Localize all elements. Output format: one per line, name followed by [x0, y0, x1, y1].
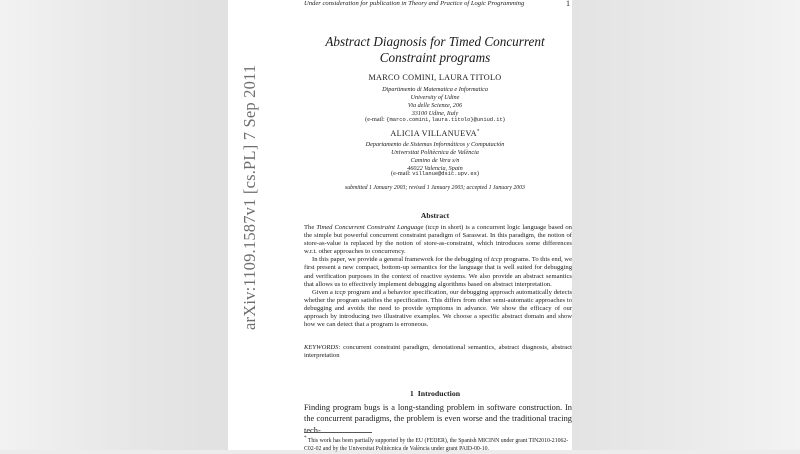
running-head: Under consideration for publication in Theory and Practice of Logic Programming	[304, 0, 525, 7]
affiliation-2-line: Camino de Vera s/n	[410, 157, 460, 164]
section-heading	[304, 389, 566, 398]
intro-paragraph: Finding program bugs is a long-standing problem in software construction. In the concurrent paradigms, the problem is even worse and the traditional tracing tech-	[304, 403, 572, 435]
affiliation-2-line: Universitat Politècnica de València	[391, 149, 479, 156]
affiliation-2-line: Departamento de Sistemas Informáticos y Computación	[365, 141, 505, 148]
section-number: 1	[409, 389, 414, 398]
email-2-suffix: )	[476, 170, 479, 177]
section-title: Introduction	[417, 389, 461, 398]
email-2	[304, 170, 566, 177]
affiliation-1-line: University of Udine	[410, 94, 460, 101]
authors-line-2	[304, 129, 566, 138]
keywords-label: KEYWORDS	[304, 344, 339, 351]
affiliation-1-line: 33100 Udine, Italy	[411, 110, 459, 117]
authors-line-1: MARCO COMINI, LAURA TITOLO	[368, 73, 502, 82]
abstract-paragraph-1: The Timed Concurrent Constraint Language (tccp in short) is a concurrent logic language based on the simple but powerful concurrent constraint paradigm of Saraswat. In this paradigm, the notion of store-as-value is replaced by the notion of store-as-constraint, which introduces some differences w.r.t. other approaches to concurrency.	[304, 224, 572, 256]
abstract-body	[304, 224, 572, 329]
arxiv-stamp: arXiv:1109.1587v1 [cs.PL] 7 Sep 2011	[240, 64, 259, 330]
affiliation-1-line: Dipartimento di Matematica e Informatica	[382, 86, 488, 93]
email-1-prefix: (e-mail:	[365, 116, 387, 123]
abstract-paragraph-2: In this paper, we provide a general framework for the debugging of tccp programs. To this end, we first present a new compact, bottom-up semantics for the language that is well suited for debugging and verification purposes in the context of reactive systems. We also provide an abstract semantics that allows us to effectively implement debugging algorithms based on abstract interpretation.	[304, 256, 572, 288]
keywords-text: : concurrent constraint paradigm, denotational semantics, abstract diagnosis, abstract interpretation	[304, 344, 572, 360]
email-1	[304, 116, 566, 123]
language-name: Timed Concurrent Constraint Language	[316, 224, 424, 231]
abstract-heading: Abstract	[420, 211, 450, 220]
footnote-mark: *	[476, 129, 480, 135]
left-background	[0, 0, 228, 450]
footnote	[304, 435, 572, 454]
submission-dates: submitted 1 January 2003; revised 1 January 2003; accepted 1 January 2003	[345, 185, 525, 191]
affiliation-2	[304, 141, 566, 173]
title-line-2: Constraint programs	[379, 50, 491, 65]
footnote-text: This work has been partially supported by the EU (FEDER), the Spanish MICINN under grant TIN2010-21062-C02-02 and by the Universitat Politècnica de València under grant PAID-00-10.	[304, 437, 569, 452]
email-1-address[interactable]: {marco.comini,laura.titolo}@uniud.it	[386, 117, 503, 123]
affiliation-1-line: Via delle Scienze, 206	[407, 102, 463, 109]
email-2-prefix: (e-mail:	[391, 170, 413, 177]
keywords	[304, 344, 572, 360]
email-2-address[interactable]: villanue@dsic.upv.es	[412, 171, 477, 177]
author-2-name: ALICIA VILLANUEVA	[390, 129, 477, 138]
affiliation-2-line: 46022 Valencia, Spain	[407, 165, 463, 172]
page-number: 1	[566, 0, 570, 8]
title-line-1: Abstract Diagnosis for Timed Concurrent	[325, 34, 545, 49]
paper-title	[304, 34, 566, 66]
email-1-suffix: )	[502, 116, 505, 123]
right-background	[572, 0, 800, 450]
footnote-mark: *	[304, 436, 307, 441]
affiliation-1	[304, 86, 566, 118]
footnote-rule	[304, 432, 372, 433]
abstract-paragraph-3: Given a tccp program and a behavior specification, our debugging approach automatically detects whether the program satisfies the specification. This differs from other semi-automatic approaches to debugging and avoids the need to provide symptoms in advance. We show the efficacy of our approach by introducing two illustrative examples. We choose a specific abstract domain and show how we can detect that a program is erroneous.	[304, 288, 573, 329]
